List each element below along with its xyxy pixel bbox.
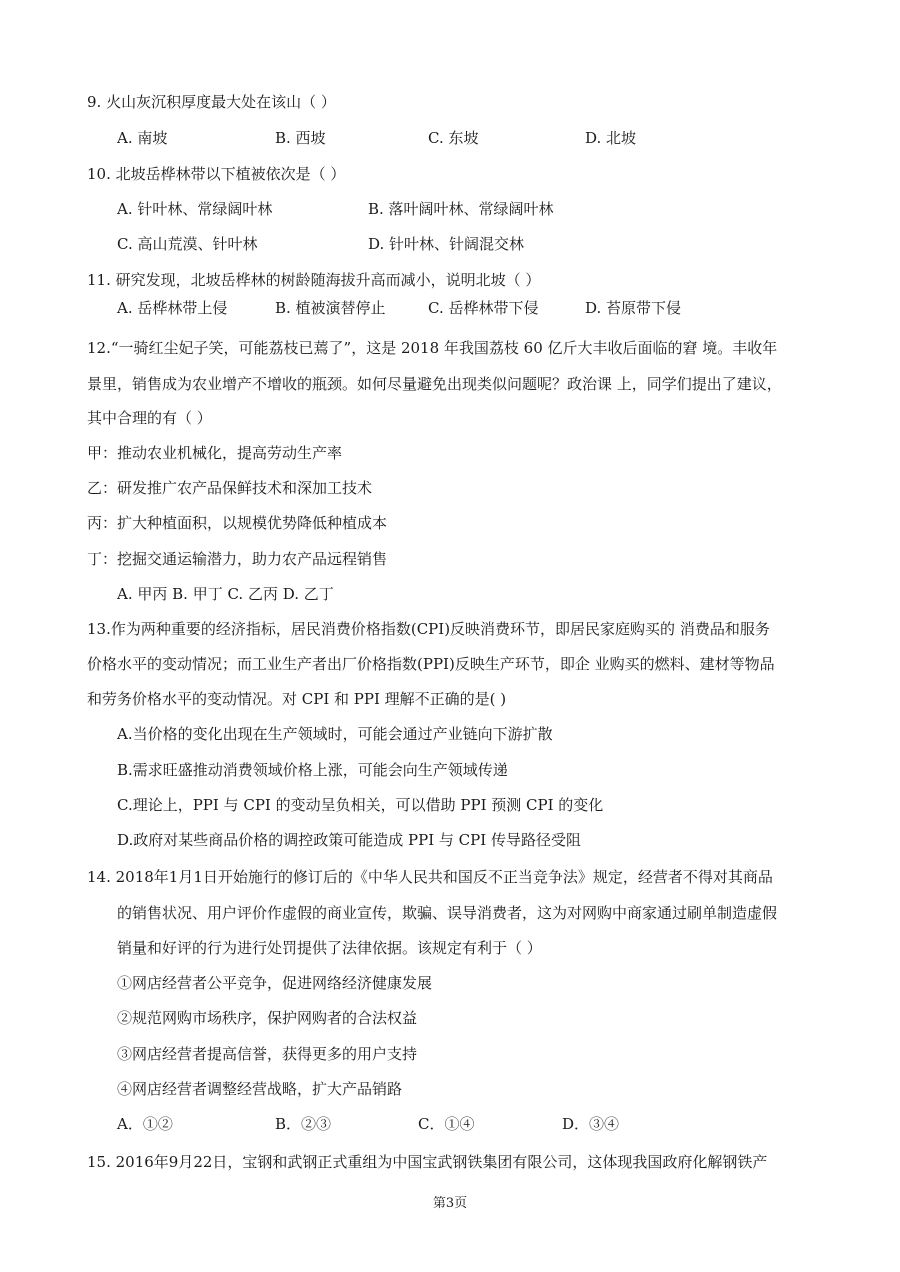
question-14-line-1: 14. 2018年1月1日开始施行的修订后的《中华人民共和国反不正当竞争法》规定，经营者不得对其商品 bbox=[87, 868, 773, 886]
question-12-line-1: 12.“一骑红尘妃子笑，可能荔枝已蔫了”，这是 2018 年我国荔枝 60 亿斤大丰收后面临的窘 境。丰收年 bbox=[87, 339, 778, 357]
q13-option-d: D.政府对某些商品价格的调控政策可能造成 PPI 与 CPI 传导路径受阻 bbox=[117, 831, 581, 849]
question-9-stem: 9. 火山灰沉积厚度最大处在该山（ ） bbox=[87, 93, 336, 111]
question-14-line-2: 的销售状况、用户评价作虚假的商业宣传，欺骗、误导消费者，这为对网购中商家通过刷单制造虚假 bbox=[117, 904, 778, 922]
question-12-line-2: 景里，销售成为农业增产不增收的瓶颈。如何尽量避免出现类似问题呢？政治课 上，同学们提出了建议， bbox=[87, 375, 782, 393]
question-10-stem: 10. 北坡岳桦林带以下植被依次是（ ） bbox=[87, 165, 346, 183]
q14-option-c: C．①④ bbox=[418, 1115, 475, 1133]
q10-option-d: D. 针叶林、针阔混交林 bbox=[368, 235, 525, 253]
q11-option-d: D. 苔原带下侵 bbox=[585, 299, 682, 317]
q12-answer-options: A. 甲丙 B. 甲丁 C. 乙丙 D. 乙丁 bbox=[117, 585, 334, 603]
q10-option-b: B. 落叶阔叶林、常绿阔叶林 bbox=[368, 200, 554, 218]
q14-option-a: A．①② bbox=[117, 1115, 173, 1133]
q10-option-c: C. 高山荒漠、针叶林 bbox=[117, 235, 258, 253]
q9-option-c: C. 东坡 bbox=[428, 129, 479, 147]
q13-option-a: A.当价格的变化出现在生产领域时，可能会通过产业链向下游扩散 bbox=[117, 725, 553, 743]
q14-item-4: ④网店经营者调整经营战略，扩大产品销路 bbox=[117, 1080, 403, 1098]
question-13-line-2: 价格水平的变动情况；而工业生产者出厂价格指数(PPI)反映生产环节，即企 业购买的燃料、建材等物品 bbox=[87, 655, 775, 673]
page-number: 第3页 bbox=[432, 1196, 468, 1211]
question-14-line-3: 销量和好评的行为进行处罚提供了法律依据。该规定有利于（ ） bbox=[117, 939, 542, 957]
q11-option-a: A. 岳桦林带上侵 bbox=[117, 299, 228, 317]
q14-option-b: B．②③ bbox=[275, 1115, 332, 1133]
q10-option-a: A. 针叶林、常绿阔叶林 bbox=[117, 200, 273, 218]
question-13-line-3: 和劳务价格水平的变动情况。对 CPI 和 PPI 理解不正确的是( ) bbox=[87, 690, 507, 708]
q9-option-a: A. 南坡 bbox=[117, 129, 168, 147]
question-13-line-1: 13.作为两种重要的经济指标，居民消费价格指数(CPI)反映消费环节，即居民家庭购买的 消费品和服务 bbox=[87, 620, 770, 638]
q9-option-d: D. 北坡 bbox=[585, 129, 637, 147]
question-11-stem: 11. 研究发现，北坡岳桦林的树龄随海拔升高而减小，说明北坡（ ） bbox=[87, 271, 541, 289]
q14-item-2: ②规范网购市场秩序，保护网购者的合法权益 bbox=[117, 1009, 418, 1027]
q12-item-yi: 乙：研发推广农产品保鲜技术和深加工技术 bbox=[87, 479, 373, 497]
question-12-line-3: 其中合理的有（ ） bbox=[87, 409, 212, 427]
q13-option-c: C.理论上，PPI 与 CPI 的变动呈负相关，可以借助 PPI 预测 CPI 的变化 bbox=[117, 796, 604, 814]
q14-item-3: ③网店经营者提高信誉，获得更多的用户支持 bbox=[117, 1045, 418, 1063]
q11-option-b: B. 植被演替停止 bbox=[275, 299, 386, 317]
q12-item-jia: 甲：推动农业机械化，提高劳动生产率 bbox=[87, 444, 343, 462]
q9-option-b: B. 西坡 bbox=[275, 129, 326, 147]
q12-item-bing: 丙：扩大种植面积，以规模优势降低种植成本 bbox=[87, 514, 388, 532]
question-15-stem: 15. 2016年9月22日，宝钢和武钢正式重组为中国宝武钢铁集团有限公司，这体现我国政府化解钢铁产 bbox=[87, 1153, 768, 1171]
q14-option-d: D．③④ bbox=[562, 1115, 620, 1133]
q13-option-b: B.需求旺盛推动消费领域价格上涨，可能会向生产领域传递 bbox=[117, 761, 508, 779]
q12-item-ding: 丁：挖掘交通运输潜力，助力农产品远程销售 bbox=[87, 550, 388, 568]
q11-option-c: C. 岳桦林带下侵 bbox=[428, 299, 539, 317]
q14-item-1: ①网店经营者公平竞争，促进网络经济健康发展 bbox=[117, 974, 433, 992]
